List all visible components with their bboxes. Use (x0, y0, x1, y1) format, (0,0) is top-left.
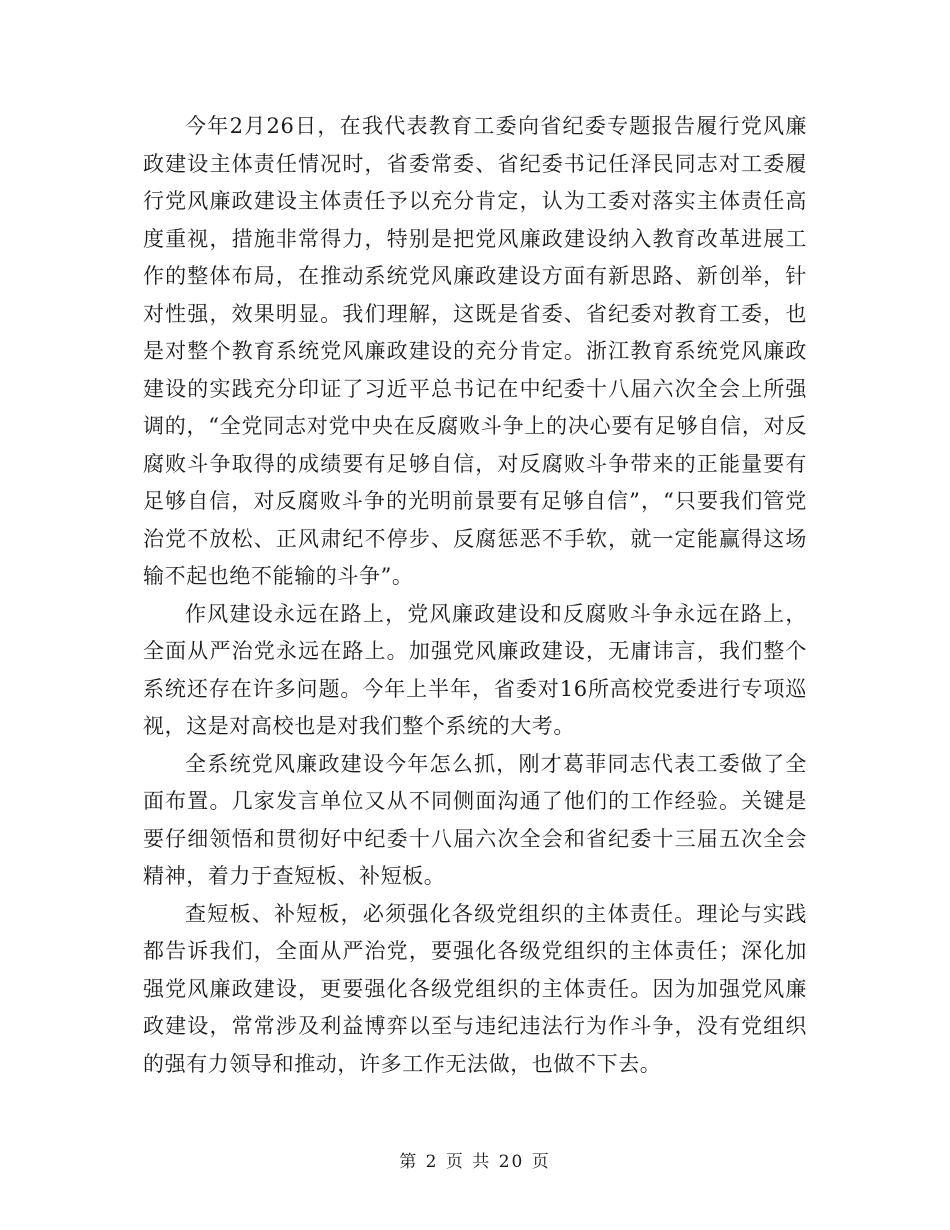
paragraph-3: 全系统党风廉政建设今年怎么抓，刚才葛菲同志代表工委做了全面布置。几家发言单位又从不同侧面沟通了他们的工作经验。关键是要仔细领悟和贯彻好中纪委十八届六次全会和省纪委十三届五次全会精神，着力于查短板、补短板。 (143, 751, 807, 888)
paragraph-1: 今年2月26日，在我代表教育工委向省纪委专题报告履行党风廉政建设主体责任情况时，省委常委、省纪委书记任泽民同志对工委履行党风廉政建设主体责任予以充分肯定，认为工委对落实主体责任高度重视，措施非常得力，特别是把党风廉政建设纳入教育改革进展工作的整体布局，在推动系统党风廉政建设方面有新思路、新创举，针对性强，效果明显。我们理解，这既是省委、省纪委对教育工委，也是对整个教育系统党风廉政建设的充分肯定。浙江教育系统党风廉政建设的实践充分印证了习近平总书记在中纪委十八届六次全会上所强调的，“全党同志对党中央在反腐败斗争上的决心要有足够自信，对反腐败斗争取得的成绩要有足够自信，对反腐败斗争带来的正能量要有足够自信，对反腐败斗争的光明前景要有足够自信”，“只要我们管党治党不放松、正风肃纪不停步、反腐惩恶不手软，就一定能赢得这场输不起也绝不能输的斗争”。 (143, 114, 807, 588)
paragraph-2: 作风建设永远在路上，党风廉政建设和反腐败斗争永远在路上，全面从严治党永远在路上。加强党风廉政建设，无庸讳言，我们整个系统还存在许多问题。今年上半年，省委对16所高校党委进行专项巡视，这是对高校也是对我们整个系统的大考。 (143, 601, 807, 738)
document-body (143, 108, 807, 1083)
paragraph-4: 查短板、补短板，必须强化各级党组织的主体责任。理论与实践都告诉我们，全面从严治党，要强化各级党组织的主体责任；深化加强党风廉政建设，更要强化各级党组织的主体责任。因为加强党风廉政建设，常常涉及利益博弈以至与违纪违法行为作斗争，没有党组织的强有力领导和推动，许多工作无法做，也做不下去。 (143, 901, 807, 1076)
page-number-footer: 第 2 页 共 20 页 (399, 1152, 551, 1172)
